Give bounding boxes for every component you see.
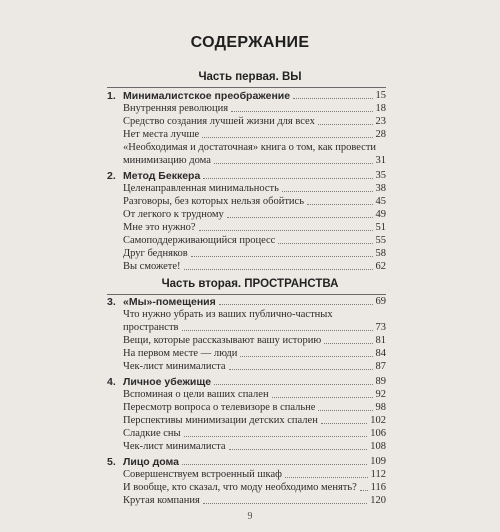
entry-title: Целенаправленная минимальность [123,183,279,194]
page-title: СОДЕРЖАНИЕ [190,34,310,51]
entry-title: Крутая компания [123,495,200,506]
page-number: 31 [375,155,386,166]
page-number: 89 [375,376,386,387]
page-number: 23 [375,116,386,127]
chapter-title: «Мы»-помещения [123,296,216,308]
toc-entry [0,129,500,141]
toc-entry [0,389,500,401]
toc-entry [0,361,500,373]
toc-entry [0,103,500,115]
page-number: 92 [375,389,386,400]
entry-title: Совершенствуем встроенный шкаф [123,469,282,480]
toc-entry-line [0,142,500,154]
toc-entry [0,402,500,414]
chapter-number: 3. [107,296,116,308]
page-number: 87 [375,361,386,372]
toc-entry [0,155,500,167]
toc-entry [0,196,500,208]
entry-title: Самоподдерживающийся процесс [123,235,276,246]
chapter-number: 4. [107,376,116,388]
chapter-title: Минималистское преображение [123,90,291,102]
part-divider [107,87,386,88]
page-number: 51 [375,222,386,233]
entry-title-continued: минимизацию дома [123,155,211,166]
chapter-row [0,296,500,308]
page-number: 102 [370,415,386,426]
entry-title: Мне это нужно? [123,222,196,233]
entry-title: И вообще, кто сказал, что моду необходимо менять? [123,482,357,493]
page-number: 28 [375,129,386,140]
page-number: 106 [370,428,386,439]
page-number: 73 [375,322,386,333]
entry-title: От легкого к трудному [123,209,224,220]
chapter-row [0,90,500,102]
entry-title: Что нужно убрать из ваших публично-частных [123,309,333,320]
page-number: 38 [375,183,386,194]
entry-title: Друг бедняков [123,248,188,259]
page-number: 58 [375,248,386,259]
toc-entry [0,322,500,334]
toc-entry [0,428,500,440]
toc-entry [0,348,500,360]
entry-title: Вы сможете! [123,261,181,272]
entry-title: На первом месте — люди [123,348,238,359]
toc-entry [0,495,500,507]
toc-entry-line [0,309,500,321]
toc-entry [0,441,500,453]
entry-title: Вещи, которые рассказывают вашу историю [123,335,322,346]
entry-title: Перспективы минимизации детских спален [123,415,318,426]
page-number: 81 [375,335,386,346]
chapter-number: 2. [107,170,116,182]
entry-title: Пересмотр вопроса о телевизоре в спальне [123,402,316,413]
entry-title-continued: пространств [123,322,179,333]
entry-title: Разговоры, без которых нельзя обойтись [123,196,304,207]
entry-title: Нет места лучше [123,129,200,140]
toc-entry [0,235,500,247]
page-number: 49 [375,209,386,220]
page-number: 69 [375,296,386,307]
toc-entry [0,335,500,347]
entry-title: Чек-лист минималиста [123,441,226,452]
toc-entry [0,248,500,260]
toc-entry [0,415,500,427]
toc-entry [0,183,500,195]
toc-entry [0,469,500,481]
entry-title: «Необходимая и достаточная» книга о том, как провести [123,142,377,153]
part-heading: Часть вторая. ПРОСТРАНСТВА [161,278,339,290]
toc-entry [0,261,500,273]
part-divider [107,294,386,295]
chapter-row [0,170,500,182]
chapter-title: Личное убежище [123,376,212,388]
part-heading: Часть первая. ВЫ [198,71,302,83]
page-number: 108 [370,441,386,452]
entry-title: Вспоминая о цели ваших спален [123,389,269,400]
page-number: 98 [375,402,386,413]
toc-entry [0,116,500,128]
chapter-title: Метод Беккера [123,170,201,182]
chapter-title: Лицо дома [123,456,180,468]
entry-title: Сладкие сны [123,428,181,439]
page-number: 112 [370,469,386,480]
page-number: 18 [375,103,386,114]
page-number: 84 [375,348,386,359]
page-number: 45 [375,196,386,207]
page-folio: 9 [247,511,253,522]
page-number: 55 [375,235,386,246]
page-number: 62 [375,261,386,272]
toc-entry [0,222,500,234]
page-number: 109 [370,456,386,467]
chapter-number: 1. [107,90,116,102]
entry-title: Внутренняя революция [123,103,229,114]
page-number: 120 [370,495,386,506]
page-number: 15 [375,90,386,101]
chapter-row [0,456,500,468]
chapter-number: 5. [107,456,116,468]
page-number: 116 [370,482,386,493]
entry-title: Средство создания лучшей жизни для всех [123,116,315,127]
chapter-row [0,376,500,388]
toc-entry [0,482,500,494]
toc-entry [0,209,500,221]
entry-title: Чек-лист минималиста [123,361,226,372]
page-number: 35 [375,170,386,181]
